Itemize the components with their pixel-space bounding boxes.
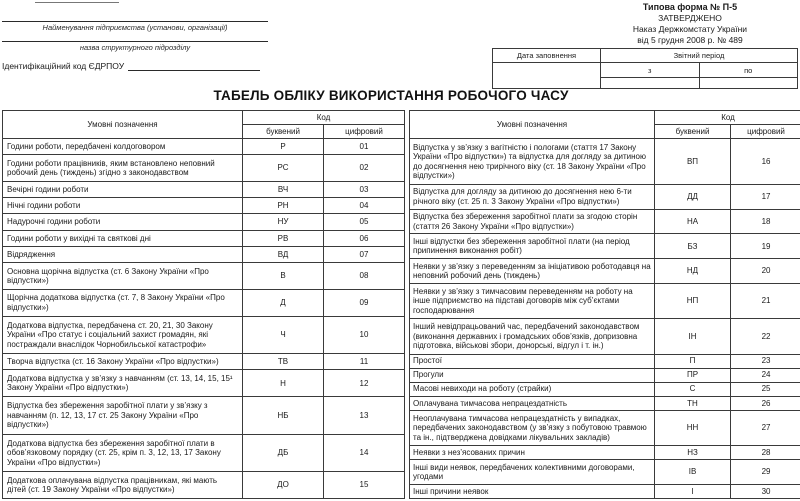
designation-cell: Відпустка для догляду за дитиною до досягнення нею 6-ти річного віку (ст. 25 п. 3 Закону України «Про відпустки») <box>410 185 655 210</box>
numeric-code-cell: 25 <box>731 382 800 396</box>
letter-code-cell: В <box>243 263 324 290</box>
table-row <box>3 139 405 155</box>
edrpou-blank-line <box>128 61 260 71</box>
designation-cell: Інший невідпрацьований час, передбачений законодавством (виконання державних і громадських обов’язків, допризовна підготовка, військові збори, донорські, відгул і т. ін.) <box>410 319 655 354</box>
table-row <box>3 198 405 214</box>
report-period-header: Звітний період <box>601 49 798 63</box>
designation-cell: Інші відпустки без збереження заробітної плати (на період припинення виконання робіт) <box>410 234 655 259</box>
designation-cell: Відрядження <box>3 246 243 262</box>
table-row <box>410 460 800 485</box>
letter-code-cell: ІН <box>655 319 731 354</box>
approval-block <box>584 2 796 45</box>
table-row <box>3 230 405 246</box>
letter-code-cell: РВ <box>243 230 324 246</box>
letter-code-cell: РН <box>243 198 324 214</box>
designation-cell: Додаткова оплачувана відпустка працівникам, які мають дітей (ст. 19 Закону України «Про відпустки») <box>3 472 243 499</box>
table-row <box>410 185 800 210</box>
letter-code-cell: І <box>655 484 731 498</box>
numeric-code-cell: 15 <box>324 472 405 499</box>
designation-cell: Нічні години роботи <box>3 198 243 214</box>
numeric-code-header: цифровий <box>324 125 405 139</box>
designation-cell: Неявки у зв’язку з переведенням за ініціативою роботодавця на неповний робочий день (тиждень) <box>410 259 655 284</box>
fill-date-blank-cell <box>493 63 601 89</box>
table-row <box>410 319 800 354</box>
numeric-code-cell: 17 <box>731 185 800 210</box>
table-row <box>3 354 405 370</box>
letter-code-cell: НЗ <box>655 446 731 460</box>
numeric-code-cell: 26 <box>731 396 800 410</box>
designation-cell: Додаткова відпустка у зв’язку з навчанням (ст. 13, 14, 15, 15¹ Закону України «Про відпустки») <box>3 370 243 397</box>
numeric-code-cell: 08 <box>324 263 405 290</box>
numeric-code-cell: 06 <box>324 230 405 246</box>
page-edge-mark <box>35 2 119 3</box>
letter-code-cell: НП <box>655 283 731 318</box>
numeric-code-cell: 28 <box>731 446 800 460</box>
approved-by: Наказ Держкомстату України <box>632 23 748 34</box>
table-row <box>410 283 800 318</box>
numeric-code-cell: 09 <box>324 289 405 316</box>
letter-code-cell: ІВ <box>655 460 731 485</box>
letter-code-header: буквений <box>243 125 324 139</box>
designation-column-header: Умовні позначення <box>410 111 655 139</box>
letter-code-cell: НД <box>655 259 731 284</box>
period-to-label: по <box>699 63 798 78</box>
designation-cell: Години роботи працівників, яким встановлено неповний робочий день (тиждень) згідно з законодавством <box>3 155 243 182</box>
period-from-blank-cell <box>601 78 700 89</box>
numeric-code-cell: 07 <box>324 246 405 262</box>
numeric-code-cell: 19 <box>731 234 800 259</box>
edrpou-label: Ідентифікаційний код ЄДРПОУ <box>2 61 125 71</box>
designation-cell: Години роботи у вихідні та святкові дні <box>3 230 243 246</box>
approved-date: від 5 грудня 2008 р. № 489 <box>637 34 743 45</box>
designation-cell: Відпустка без збереження заробітної плати за згодою сторін (стаття 26 Закону України «Про відпустки») <box>410 209 655 234</box>
letter-code-cell: Р <box>243 139 324 155</box>
table-row <box>3 370 405 397</box>
numeric-code-cell: 05 <box>324 214 405 230</box>
designation-cell: Відпустка у зв’язку з вагітністю і пологами (стаття 17 Закону України «Про відпустки») та відпустка для догляду за дитиною до досягнення нею трирічного віку (ст. 18 Закону України «Про відпустки») <box>410 139 655 185</box>
designation-cell: Масові невиходи на роботу (страйки) <box>410 382 655 396</box>
letter-code-cell: ПР <box>655 368 731 382</box>
table-row <box>410 368 800 382</box>
division-caption: назва структурного підрозділу <box>79 43 191 52</box>
table-row <box>410 396 800 410</box>
letter-code-cell: Ч <box>243 316 324 353</box>
table-row <box>3 214 405 230</box>
numeric-code-cell: 10 <box>324 316 405 353</box>
numeric-code-cell: 04 <box>324 198 405 214</box>
designation-cell: Надурочні години роботи <box>3 214 243 230</box>
report-period-table <box>492 48 798 89</box>
letter-code-cell: ТВ <box>243 354 324 370</box>
letter-code-cell: БЗ <box>655 234 731 259</box>
letter-code-cell: НУ <box>243 214 324 230</box>
table-row <box>3 182 405 198</box>
table-row <box>410 410 800 445</box>
table-row <box>410 354 800 368</box>
table-row <box>3 289 405 316</box>
numeric-code-cell: 30 <box>731 484 800 498</box>
table-row <box>3 155 405 182</box>
approved-label: ЗАТВЕРДЖЕНО <box>658 13 722 24</box>
numeric-code-cell: 20 <box>731 259 800 284</box>
period-to-blank-cell <box>699 78 798 89</box>
designation-cell: Основна щорічна відпустка (ст. 6 Закону України «Про відпустки») <box>3 263 243 290</box>
letter-code-cell: Д <box>243 289 324 316</box>
designation-cell: Творча відпустка (ст. 16 Закону України «Про відпустки») <box>3 354 243 370</box>
letter-code-cell: ВП <box>655 139 731 185</box>
letter-code-cell: ВЧ <box>243 182 324 198</box>
letter-code-cell: ДД <box>655 185 731 210</box>
designation-cell: Неявки у зв’язку з тимчасовим переведенням на роботу на інше підприємство на підставі договорів між суб’єктами господарювання <box>410 283 655 318</box>
numeric-code-cell: 22 <box>731 319 800 354</box>
letter-code-cell: НА <box>655 209 731 234</box>
numeric-code-cell: 16 <box>731 139 800 185</box>
designation-cell: Години роботи, передбачені колдоговором <box>3 139 243 155</box>
table-row <box>410 484 800 498</box>
designation-cell: Прогули <box>410 368 655 382</box>
code-column-header: Код <box>655 111 800 125</box>
letter-code-cell: ТН <box>655 396 731 410</box>
designation-cell: Щорічна додаткова відпустка (ст. 7, 8 Закону України «Про відпустки») <box>3 289 243 316</box>
edrpou-row <box>2 61 260 71</box>
table-row <box>3 472 405 499</box>
designation-cell: Неявки з нез’ясованих причин <box>410 446 655 460</box>
letter-code-cell: НН <box>655 410 731 445</box>
letter-code-cell: ДБ <box>243 434 324 471</box>
table-row <box>410 382 800 396</box>
codes-tables-container <box>2 110 800 499</box>
designation-cell: Вечірні години роботи <box>3 182 243 198</box>
form-number: Типова форма № П-5 <box>642 2 738 12</box>
code-column-header: Код <box>243 111 405 125</box>
letter-code-cell: С <box>655 382 731 396</box>
table-row <box>3 316 405 353</box>
table-row <box>410 259 800 284</box>
codes-table-left <box>2 110 405 499</box>
letter-code-header: буквений <box>655 125 731 139</box>
numeric-code-cell: 02 <box>324 155 405 182</box>
numeric-code-cell: 24 <box>731 368 800 382</box>
fill-date-header: Дата заповнення <box>493 49 601 63</box>
numeric-code-cell: 13 <box>324 397 405 434</box>
letter-code-cell: П <box>655 354 731 368</box>
letter-code-cell: ДО <box>243 472 324 499</box>
codes-table-right <box>409 110 800 499</box>
table-row <box>3 263 405 290</box>
table-row <box>3 434 405 471</box>
designation-cell: Неоплачувана тимчасова непрацездатність у випадках, передбачених законодавством (у зв’язку з побутовою травмою та ін., підтверджена довідками лікувальних закладів) <box>410 410 655 445</box>
designation-cell: Інші причини неявок <box>410 484 655 498</box>
company-name-caption: Найменування підприємства (установи, організації) <box>42 23 228 32</box>
numeric-code-cell: 14 <box>324 434 405 471</box>
table-row <box>410 139 800 185</box>
letter-code-cell: ВД <box>243 246 324 262</box>
division-blank-line <box>2 41 268 42</box>
numeric-code-cell: 21 <box>731 283 800 318</box>
numeric-code-cell: 03 <box>324 182 405 198</box>
numeric-code-cell: 27 <box>731 410 800 445</box>
numeric-code-cell: 18 <box>731 209 800 234</box>
period-from-label: з <box>601 63 700 78</box>
table-row <box>410 209 800 234</box>
table-row <box>410 446 800 460</box>
numeric-code-cell: 23 <box>731 354 800 368</box>
numeric-code-cell: 01 <box>324 139 405 155</box>
designation-cell: Додаткова відпустка без збереження заробітної плати в обов’язковому порядку (ст. 25, крім п. 3, 12, 13, 17 Закону України «Про відпустки») <box>3 434 243 471</box>
table-row <box>3 397 405 434</box>
letter-code-cell: РС <box>243 155 324 182</box>
numeric-code-cell: 29 <box>731 460 800 485</box>
designation-cell: Додаткова відпустка, передбачена ст. 20, 21, 30 Закону України «Про статус і соціальний захист громадян, які постраждали внаслідок Чорнобильської катастрофи» <box>3 316 243 353</box>
page-title: ТАБЕЛЬ ОБЛІКУ ВИКОРИСТАННЯ РОБОЧОГО ЧАСУ <box>213 88 569 103</box>
designation-column-header: Умовні позначення <box>3 111 243 139</box>
table-row <box>410 234 800 259</box>
designation-cell: Простої <box>410 354 655 368</box>
table-row <box>3 246 405 262</box>
designation-cell: Відпустка без збереження заробітної плати у зв’язку з навчанням (п. 12, 13, 17 ст. 25 Закону України «Про відпустки») <box>3 397 243 434</box>
numeric-code-cell: 11 <box>324 354 405 370</box>
designation-cell: Оплачувана тимчасова непрацездатність <box>410 396 655 410</box>
letter-code-cell: НБ <box>243 397 324 434</box>
letter-code-cell: Н <box>243 370 324 397</box>
designation-cell: Інші види неявок, передбачених колективними договорами, угодами <box>410 460 655 485</box>
numeric-code-cell: 12 <box>324 370 405 397</box>
company-name-blank-line <box>2 21 268 22</box>
numeric-code-header: цифровий <box>731 125 800 139</box>
